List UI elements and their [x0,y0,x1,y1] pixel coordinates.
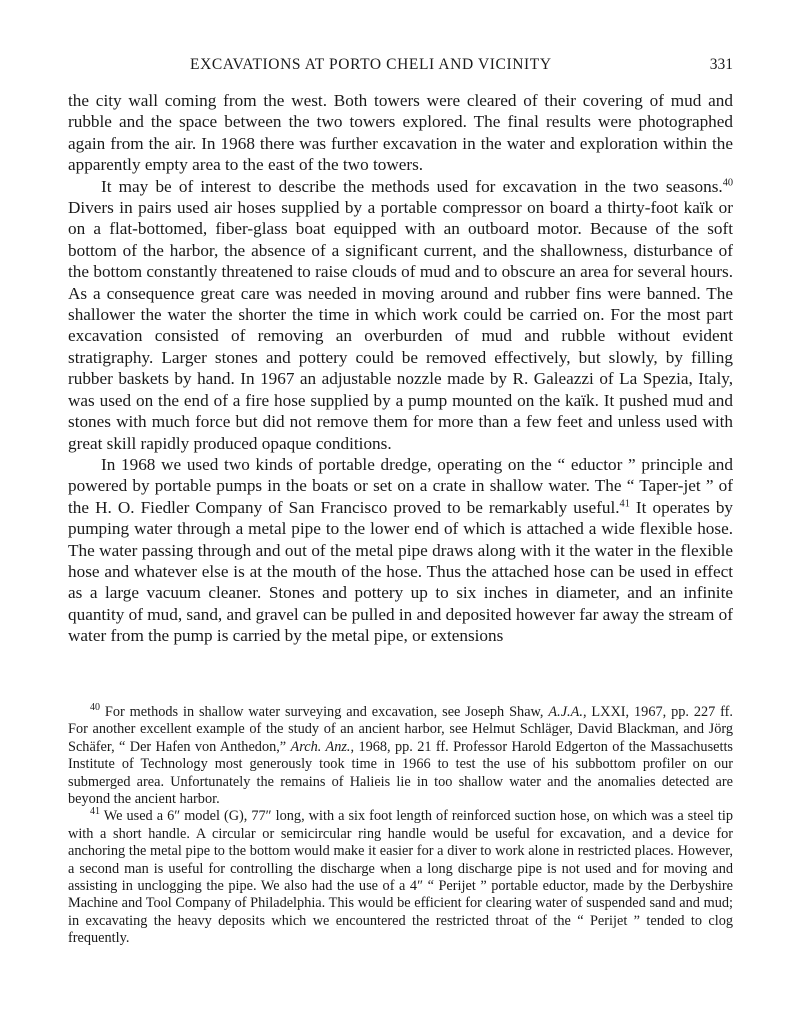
footnote-40-text-c: , 1968, pp. 21 ff. Professor Harold Edgerton of the Massachusetts Institute of Technology most generously took time in 1966 to test the use of his subbottom profiler on our submerged area. Unfortunately the remains of Halieis lie in too shallow water and the anomalies detected are beyond the ancient harbor. [68,738,733,808]
footnote-40-mark: 40 [90,702,100,714]
paragraph-2-text-a: It may be of interest to describe the methods used for excavation in the two seasons. [101,176,723,196]
paragraph-2 [68,176,733,454]
footnote-40 [68,704,733,808]
footnote-40-journal-aja: A.J.A. [548,704,583,720]
page-header [68,56,733,78]
footnotes [68,704,733,948]
footnote-40-text-b: , LXXI, 1967, pp. 227 ff. For another excellent example of the study of an ancient harbor, see Helmut Schläger, David Blackman, and Jörg Schäfer, “ Der Hafen von Anthedon,” [68,704,733,755]
footnote-41 [68,808,733,947]
footnote-41-text: We used a 6″ model (G), 77″ long, with a six foot length of reinforced suction hose, on which was a steel tip with a short handle. A circular or semicircular ring handle would be useful for excavation, and a device for anchoring the metal pipe to the bottom would make it easier for a diver to work alone in restricted places. However, a second man is useful for controlling the discharge when a long discharge pipe is not used and for moving and assisting in unclogging the pipe. We also had the use of a 4″ “ Perijet ” portable eductor, made by the Derbyshire Machine and Tool Company of Philadelphia. This would be efficient for clearing water of suspended sand and mud; in excavating the heavy deposits which we encountered the restricted throat of the “ Perijet ” tended to clog frequently. [68,808,733,947]
paragraph-2-text-b: Divers in pairs used air hoses supplied by a portable compressor on board a thirty-foot kaïk or on a flat-bottomed, fiber-glass boat equipped with an outboard motor. Because of the soft bottom of the harbor, the absence of a significant current, and the shallowness, disturbance of the bottom constantly threatened to raise clouds of mud and to obscure an area for several hours. As a consequence great care was needed in moving around and rubber fins were banned. The shallower the water the shorter the time in which work could be carried on. For the most part excavation consisted of removing an overburden of mud and rubble without evident stratigraphy. Larger stones and pottery could be removed effectively, but slowly, by filling rubber baskets by hand. In 1967 an adjustable nozzle made by R. Galeazzi of La Spezia, Italy, was used on the end of a fire hose supplied by a pump mounted on the kaïk. It pushed mud and stones with much force but did not remove them for more than a few feet and unless used with great skill rapidly produced opaque conditions. [68,198,733,453]
running-head: EXCAVATIONS AT PORTO CHELI AND VICINITY [190,56,552,73]
page-number: 331 [709,56,733,73]
paragraph-3-text-b: It operates by pumping water through a metal pipe to the lower end of which is attached a wide flexible hose. The water passing through and out of the metal pipe draws along with it the water in the flexible hose and whatever else is at the mouth of the hose. Thus the attached hose can be used in effect as a large vacuum cleaner. Stones and pottery up to six inches in diameter, and an infinite quantity of mud, sand, and gravel can be pulled in and deposited however far away the stream of water from the pump is carried by the metal pipe, or extensions [68,497,734,646]
footnote-40-text-a: For methods in shallow water surveying and excavation, see Joseph Shaw, [100,704,549,720]
paragraph-1-text: the city wall coming from the west. Both towers were cleared of their covering of mud and rubble and the space between the two towers explored. The final results were photographed again from the air. In 1968 there was further excavation in the water and exploration within the apparently empty area to the east of the two towers. [68,91,733,175]
footnote-ref-41: 41 [619,497,630,509]
paragraph-3 [68,454,733,647]
paragraph-1 [68,90,733,176]
paragraph-3-text-a: In 1968 we used two kinds of portable dredge, operating on the “ eductor ” principle and powered by portable pumps in the boats or set on a crate in shallow water. The “ Taper-jet ” of the H. O. Fiedler Company of San Francisco proved to be remarkably useful. [68,454,733,517]
body-text [68,90,733,647]
footnote-41-mark: 41 [90,806,100,818]
footnote-40-journal-arch-anz: Arch. Anz. [290,738,351,755]
footnote-ref-40: 40 [722,176,733,188]
